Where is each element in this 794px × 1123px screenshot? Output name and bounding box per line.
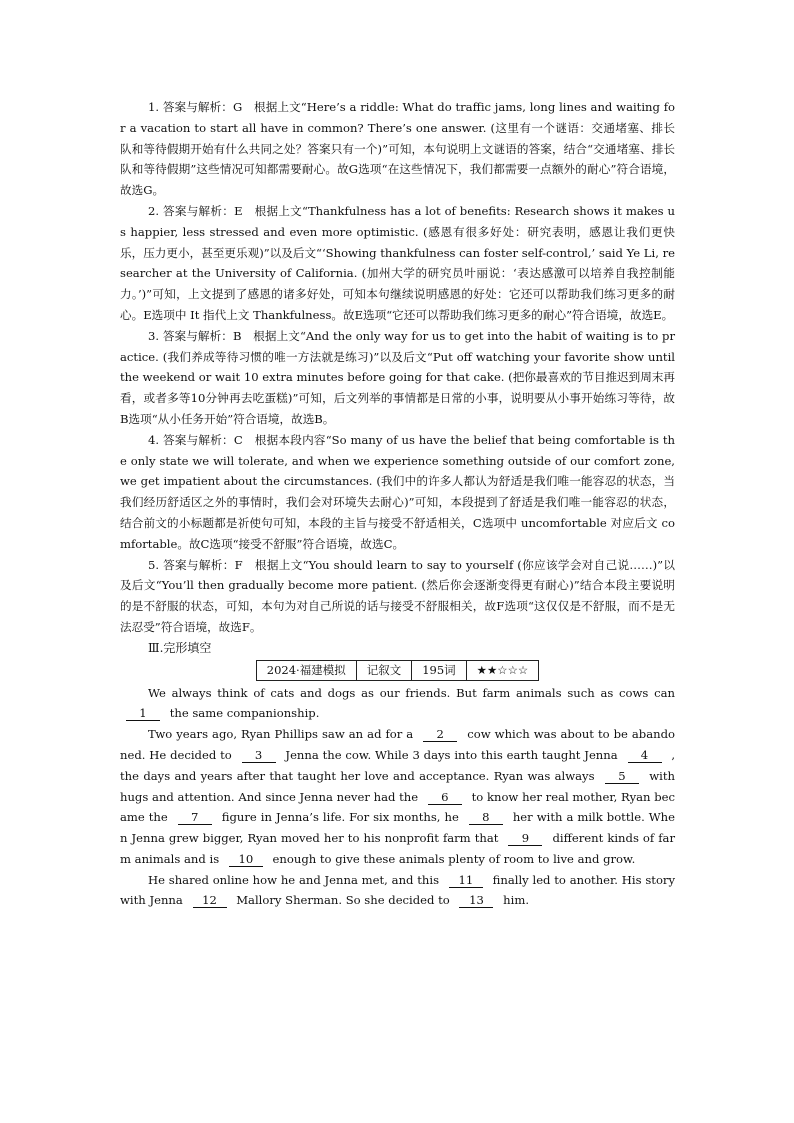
passage-text: the same companionship. [169, 706, 320, 721]
passage-text: , the days and years after that taught her love and acceptance. Ryan was always [120, 747, 676, 783]
passage-text: figure in Jenna’s life. For six months, he [221, 810, 459, 825]
passage-text: her with a milk bottle. When Jenna grew bigger, Ryan moved her to his nonprofit farm that [120, 810, 675, 846]
cloze-blank-1: 1 [126, 706, 160, 721]
passage-paragraph [120, 683, 675, 725]
cloze-blank-5: 5 [605, 769, 639, 784]
info-difficulty-stars: ★★☆☆☆ [466, 660, 539, 680]
passage-text: Two years ago, Ryan Phillips saw an ad for a [148, 727, 414, 742]
passage-text: different kinds of farm animals and is [120, 831, 675, 866]
passage-paragraph [120, 724, 675, 870]
cloze-blank-8: 8 [469, 810, 503, 825]
answer-explanation-2: 2. 答案与解析：E 根据上文“Thankfulness has a lot of benefits: Research shows it makes us happier, less stressed and even more optimistic. (感恩有很多好处：研究表明，感恩让我们更快乐，压力更小，甚至更乐观)”以及后文“‘Showing thankfulness can foster self-control,’ said Ye Li, researcher at the University of California. (加州大学的研究员叶丽说：‘表达感激可以培养自我控制能力。’)”可知，上文提到了感恩的诸多好处，可知本句继续说明感恩的好处：它还可以帮助我们练习更多的耐心。E选项中 It 指代上文 Thankfulness。故E选项“它还可以帮助我们练习更多的耐心”符合语境，故选E。 [120, 203, 675, 322]
document-page [120, 97, 675, 911]
cloze-blank-2: 2 [423, 727, 457, 742]
cloze-blank-12: 12 [193, 893, 227, 908]
passage-text: He shared online how he and Jenna met, and this [148, 872, 440, 887]
cloze-blank-7: 7 [178, 810, 212, 825]
passage-text: Jenna the cow. While 3 days into this earth taught Jenna [285, 747, 618, 762]
info-word-count: 195词 [412, 660, 466, 680]
passage-text: with hugs and attention. And since Jenna never had the [120, 768, 676, 804]
answer-explanation-1: 1. 答案与解析：G 根据上文“Here’s a riddle: What do traffic jams, long lines and waiting for a vacation to start all have in common? There’s one answer. (这里有一个谜语：交通堵塞、排长队和等待假期开始有什么共同之处？答案只有一个)”可知，本句说明上文谜语的答案，结合“交通堵塞、排长队和等待假期”这些情况可知都需要耐心。故G选项“在这些情况下，我们都需要一点额外的耐心”符合语境，故选G。 [120, 100, 675, 198]
cloze-blank-11: 11 [449, 873, 483, 888]
cloze-blank-9: 9 [508, 831, 542, 846]
passage-text: to know her real mother, Ryan became the [120, 789, 676, 825]
cloze-blank-10: 10 [229, 852, 263, 867]
passage-paragraph [120, 870, 675, 912]
passage-text: him. [503, 893, 530, 908]
passage-text: cow which was about to be abandoned. He decided to [120, 727, 676, 762]
passage-text: Mallory Sherman. So she decided to [236, 893, 450, 908]
cloze-blank-13: 13 [459, 893, 493, 908]
section-heading: Ⅲ.完形填空 [148, 640, 212, 655]
cloze-passage [120, 683, 675, 912]
info-genre: 记叙文 [356, 660, 412, 680]
answer-explanation-5: 5. 答案与解析：F 根据上文“You should learn to say to yourself (你应该学会对自己说……)”以及后文“You’ll then gradually become more patient. (然后你会逐渐变得更有耐心)”结合本段主要说明的是不舒服的状态，可知，本句为对自己所说的话与接受不舒服相关，故F选项“这仅仅是不舒服，而不是无法忍受”符合语境，故选F。 [120, 557, 675, 634]
cloze-blank-4: 4 [628, 748, 662, 763]
passage-info-table [256, 660, 539, 681]
answer-explanation-3: 3. 答案与解析：B 根据上文“And the only way for us to get into the habit of waiting is to practice. (我们养成等待习惯的唯一方法就是练习)”以及后文“Put off watching your favorite show until the weekend or wait 10 extra minutes before going for that cake. (把你最喜欢的节目推迟到周末再看，或者多等10分钟再去吃蛋糕)”可知，后文列举的事情都是日常的小事，说明要从小事开始练习等待，故B选项“从小任务开始”符合语境，故选B。 [120, 328, 676, 426]
passage-text: enough to give these animals plenty of room to live and grow. [272, 851, 636, 866]
cloze-blank-3: 3 [242, 748, 276, 763]
passage-text: finally led to another. His story with Jenna [120, 872, 676, 908]
answer-explanation-4: 4. 答案与解析：C 根据本段内容“So many of us have the belief that being comfortable is the only state we will tolerate, and when we experience something outside of our comfort zone, we get impatient about the circumstances. (我们中的许多人都认为舒适是我们唯一能容忍的状态，当我们经历舒适区之外的事情时，我们会对环境失去耐心)”可知，本段提到了舒适是我们唯一能容忍的状态，结合前文的小标题都是祈使句可知，本段的主旨与接受不舒适相关，C选项中 uncomfortable 对应后文 comfortable。故C选项“接受不舒服”符合语境，故选C。 [120, 432, 675, 551]
cloze-blank-6: 6 [428, 790, 462, 805]
passage-text: We always think of cats and dogs as our friends. But farm animals such as cows can [148, 685, 675, 700]
info-source: 2024·福建模拟 [256, 660, 356, 680]
